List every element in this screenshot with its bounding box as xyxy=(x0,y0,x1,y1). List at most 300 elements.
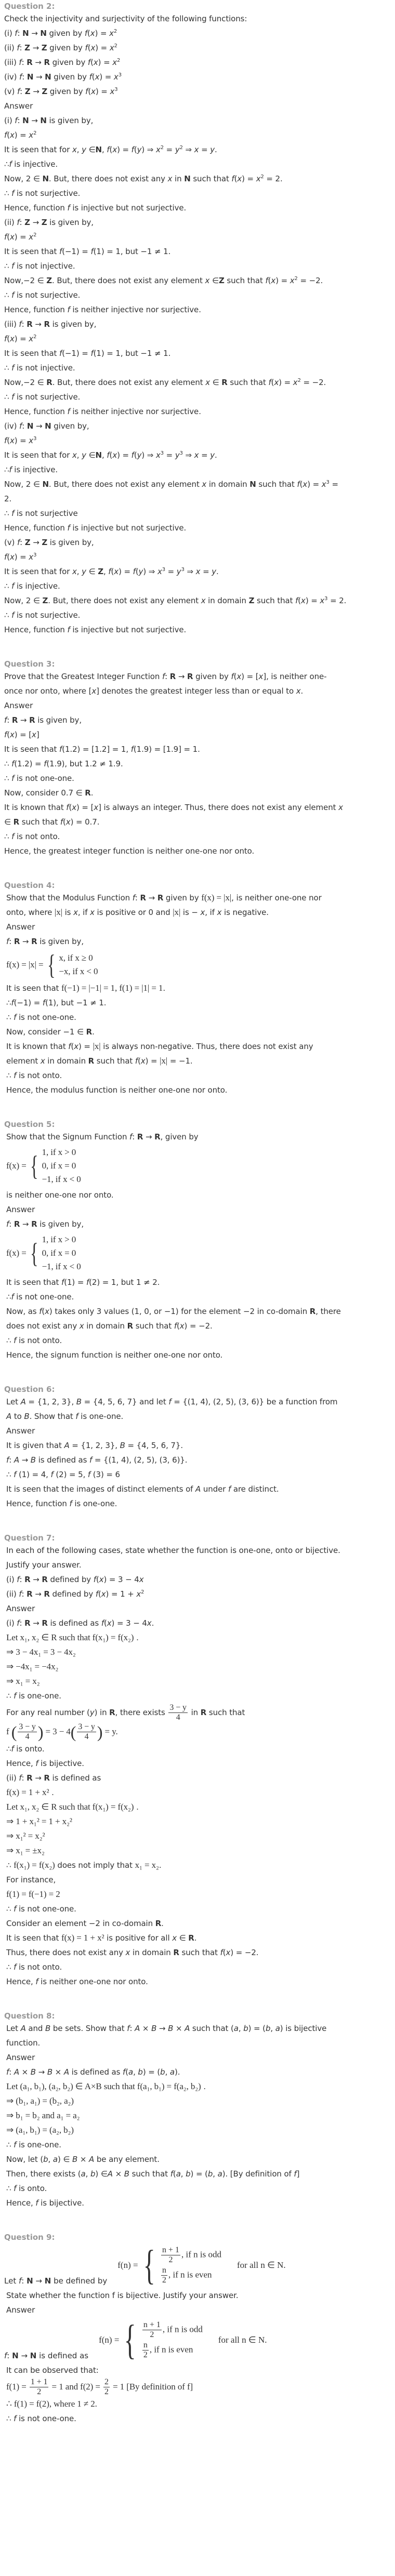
question-text-line: Show that the Modulus Function f: R → R given by f(x) = |x|, is neither one-one nor xyxy=(6,893,322,902)
fraction-denominator: 2 xyxy=(143,2351,148,2359)
paren-left: ( xyxy=(70,1722,76,1742)
math-expression: |x| xyxy=(173,907,181,917)
italic-variable: f xyxy=(4,552,7,562)
italic-variable: f xyxy=(174,1321,177,1331)
math-expression: ⇒ −4x₁ = −4x₂ xyxy=(6,1662,59,1671)
italic-variable: x xyxy=(157,567,162,576)
italic-variable: x xyxy=(9,130,15,140)
answer-text-line: Now, consider −1 ∈ R. xyxy=(6,1027,95,1037)
italic-variable: f xyxy=(61,1278,64,1287)
answer-text-line xyxy=(4,1645,391,1659)
superscript: 2 xyxy=(33,334,37,340)
italic-variable: A xyxy=(63,2067,69,2077)
italic-variable: f xyxy=(135,1056,138,1066)
piecewise-function xyxy=(6,951,98,979)
piecewise-case: $\frac{n + 1}{2}$ , if n is odd xyxy=(143,2320,203,2339)
question-text-line: function. xyxy=(6,2038,41,2048)
answer-text-line: It is seen that f(x) = 1 + x² is positive for all x ∈ R. xyxy=(6,1933,197,1943)
italic-variable: x xyxy=(95,72,100,82)
italic-variable: f xyxy=(66,803,69,812)
question-text-line: Let A and B be sets. Show that f: A × B → B × A such that (a, b) = (b, a) is bijective xyxy=(6,2024,327,2033)
italic-variable: a xyxy=(169,2067,175,2077)
italic-variable: x xyxy=(65,817,71,827)
italic-variable: f xyxy=(127,2024,130,2033)
italic-variable: y xyxy=(175,145,180,154)
answer-text-line: (iv) f: N → N given by, xyxy=(4,421,89,431)
question-block-q9 xyxy=(4,2231,391,2426)
italic-variable: B xyxy=(151,2024,157,2033)
piecewise-lhs: f(n) = xyxy=(117,2260,138,2270)
italic-variable: x xyxy=(321,480,326,489)
answer-text-line: Now,−2 ∈ R. But, there does not exist any element x ∈ R such that $f(x) = x^2 = -2$. xyxy=(4,378,326,387)
italic-variable: a xyxy=(233,2024,239,2033)
italic-variable: x xyxy=(112,58,117,67)
answer-text-line: f: A → B is defined as f = {(1, 4), (2, 5), (3, 6)}. xyxy=(6,1455,188,1465)
fraction-denominator: 4 xyxy=(84,1732,89,1741)
fraction-denominator: 2 xyxy=(104,2387,109,2396)
italic-variable: f xyxy=(14,1904,17,1914)
answer-text-line: $f(x) = x^2$ xyxy=(4,232,37,242)
superscript: 2 xyxy=(33,130,37,136)
italic-variable: x xyxy=(226,1948,231,1957)
italic-variable: f xyxy=(84,29,88,38)
superscript: 2 xyxy=(113,29,117,34)
question-title: Question 9: xyxy=(4,2233,55,2242)
italic-variable: f xyxy=(14,2184,17,2193)
fraction-denominator: 2 xyxy=(37,2387,42,2396)
answer-text-line: Now, 2 ∈ N. But, there does not exist any x in N such that $f(x) = x^2 = 2$. xyxy=(4,174,283,183)
question-block-q3 xyxy=(4,658,391,858)
italic-variable: x xyxy=(155,145,161,154)
answer-text-line: $f(x) = x^2$ xyxy=(4,334,37,343)
italic-variable: f xyxy=(11,610,15,620)
question-block-q6 xyxy=(4,1383,391,1511)
italic-variable: f xyxy=(67,203,70,213)
italic-variable: f xyxy=(108,567,111,576)
italic-variable: x xyxy=(94,803,99,812)
italic-variable: f xyxy=(67,523,70,533)
italic-variable: x xyxy=(202,480,207,489)
bold-symbol: R xyxy=(127,1321,134,1331)
italic-variable: f xyxy=(17,43,20,52)
italic-variable: f xyxy=(85,87,88,96)
piecewise-case: 0, if x = 0 xyxy=(42,1161,76,1171)
answer-text-line: ∴ f is not onto. xyxy=(6,1962,62,1972)
bold-symbol: N xyxy=(12,2351,19,2360)
answer-text-line: Then, there exists (a, b) ∈A × B such that f(a, b) = (b, a). [By definition of f] xyxy=(6,2169,300,2179)
bold-symbol: Z xyxy=(42,596,48,605)
italic-variable: f xyxy=(130,745,134,754)
piecewise-case: −x, if x < 0 xyxy=(59,966,98,976)
answer-text-line xyxy=(4,2123,391,2137)
italic-variable: f xyxy=(231,672,234,681)
bold-symbol: R xyxy=(13,817,20,827)
math-expression: ∴ f(1) = f(2), where 1 ≠ 2. xyxy=(6,2399,97,2409)
answer-text-line: It can be observed that: xyxy=(6,2366,99,2375)
italic-variable: y xyxy=(176,567,181,576)
question-text-line: Check the injectivity and surjectivity of the following functions: xyxy=(4,14,247,23)
answer-text-line: For instance, xyxy=(6,1875,56,1884)
italic-variable: B xyxy=(124,2169,129,2179)
italic-variable: f xyxy=(268,378,271,387)
italic-variable: f xyxy=(6,1219,9,1229)
bold-symbol: N xyxy=(42,174,49,183)
bold-symbol: R xyxy=(27,1589,33,1599)
italic-variable: y xyxy=(137,450,142,460)
superscript: 3 xyxy=(33,552,37,558)
italic-variable: f xyxy=(4,2351,7,2360)
italic-variable: A xyxy=(107,2169,113,2179)
italic-variable: a xyxy=(275,2024,280,2033)
italic-variable: f xyxy=(11,509,15,518)
math-expression: Let x₁, x₂ ∈ R such that f(x₁) = f(x₂) xyxy=(6,1632,134,1642)
piecewise-cases xyxy=(59,952,98,978)
italic-variable: f xyxy=(86,1278,89,1287)
italic-variable: f xyxy=(59,349,62,358)
italic-variable: x xyxy=(167,174,173,183)
answer-text-line: (ii) f: Z → Z is given by, xyxy=(4,218,94,227)
italic-variable: x xyxy=(32,730,36,739)
fraction-numerator: 1 + 1 xyxy=(30,2378,48,2386)
italic-variable: f xyxy=(17,538,20,547)
superscript: 2 xyxy=(141,1589,144,1595)
answer-text-line xyxy=(4,2397,391,2411)
italic-variable: x xyxy=(29,334,34,343)
answer-text-line: It is seen that f(−1) = f(1) = 1, but −1 ≠ 1. xyxy=(4,247,171,256)
italic-variable: x xyxy=(338,803,343,812)
bold-symbol: R xyxy=(140,893,146,902)
fraction-numerator: n + 1 xyxy=(162,2246,180,2254)
answer-text-line: ∴ f is not surjective. xyxy=(4,189,81,198)
fraction-denominator: 2 xyxy=(162,2276,166,2285)
italic-variable: y xyxy=(210,450,215,460)
answer-text-line: ∴ f is not injective. xyxy=(4,261,75,271)
bold-symbol: N xyxy=(184,174,191,183)
italic-variable: f xyxy=(14,2414,17,2423)
answer-text-line: f: A × B → B × A is defined as f(a, b) = (b, a). xyxy=(6,2067,180,2077)
piecewise-lhs: f(x) = xyxy=(6,1248,27,1258)
italic-variable: x xyxy=(256,174,261,183)
bold-symbol: Z xyxy=(42,538,48,547)
italic-variable: f xyxy=(133,567,136,576)
definition-label: f: N → N is defined as xyxy=(4,2351,89,2360)
answer-text-line: ∴f is injective. xyxy=(4,465,58,474)
piecewise-function xyxy=(6,1233,81,1273)
answer-text-line: (ii) f: R → R is defined as xyxy=(6,1773,101,1783)
piecewise-lhs: f(x) = xyxy=(6,1161,27,1171)
fraction xyxy=(161,2266,167,2285)
question-title: Question 6: xyxy=(4,1385,55,1394)
answer-text-line: ∴ f(x₁) = f(x₂) does not imply that x₁ = x₂. xyxy=(6,1860,162,1870)
piecewise-case: $\frac{n}{2}$ , if n is even xyxy=(162,2266,212,2285)
italic-variable: f xyxy=(11,261,15,271)
piecewise-cases xyxy=(42,1146,81,1186)
bold-symbol: R xyxy=(221,378,228,387)
answer-text-line xyxy=(4,1843,391,1858)
italic-variable: x xyxy=(194,145,199,154)
superscript: 3 xyxy=(118,72,122,78)
paren-left: ( xyxy=(11,1722,17,1742)
italic-variable: f xyxy=(93,1575,96,1584)
math-expression: = y. xyxy=(102,1727,118,1736)
italic-variable: f xyxy=(11,998,14,1007)
italic-variable: x xyxy=(9,552,15,562)
italic-variable: x xyxy=(301,596,306,605)
bold-symbol: R xyxy=(27,1773,33,1783)
italic-variable: f xyxy=(11,189,15,198)
italic-variable: f xyxy=(4,436,7,445)
answer-text-line: It is seen that for x, y ∈N, f(x) = f(y) ⇒ $x^2 = y^2$ ⇒ x = y. xyxy=(4,145,217,154)
answer-text-line xyxy=(4,1814,391,1829)
fraction xyxy=(168,1703,188,1722)
answer-text-line: 2. xyxy=(4,494,12,503)
bold-symbol: R xyxy=(42,1618,48,1628)
math-expression: ⇒ (b₁, a₁) = (b₂, a₂) xyxy=(6,2096,74,2106)
piecewise-cases xyxy=(160,2246,221,2285)
answer-text-line: Hence, function f is injective but not surjective. xyxy=(4,625,187,634)
fraction xyxy=(142,2320,162,2340)
answer-text-line: It is known that f(x) = [x] is always an integer. Thus, there does not exist any element x xyxy=(4,803,343,812)
question-title: Question 4: xyxy=(4,881,55,890)
domain-note: for all n ∈ N. xyxy=(218,2335,267,2345)
italic-variable: f xyxy=(4,730,7,739)
bold-symbol: Z xyxy=(24,218,30,227)
question-title: Question 3: xyxy=(4,659,55,669)
italic-variable: x xyxy=(110,87,115,96)
answer-text-line xyxy=(4,1231,391,1275)
answer-text-line: ∴ f(1.2) = f(1.9), but 1.2 ≠ 1.9. xyxy=(4,759,123,768)
italic-variable: x xyxy=(99,1575,104,1584)
italic-variable: B xyxy=(168,2024,174,2033)
bold-symbol: R xyxy=(29,715,35,725)
piecewise-function xyxy=(6,1146,81,1186)
italic-variable: f xyxy=(11,832,15,841)
answer-text-line: ∴ f is not surjective. xyxy=(4,290,81,300)
italic-variable: x xyxy=(109,43,114,52)
italic-variable: f xyxy=(11,1744,14,1754)
italic-variable: f xyxy=(67,305,70,314)
italic-variable: x xyxy=(136,1589,141,1599)
answer-text-line: Hence, f is neither one-one nor onto. xyxy=(6,1977,148,1986)
italic-variable: x xyxy=(125,1948,130,1957)
fraction-numerator: n xyxy=(143,2341,148,2349)
answer-text-line: ∈ R such that f(x) = 0.7. xyxy=(4,817,100,827)
question-text-line: (iv) f: N → N given by $f(x) = x^3$ xyxy=(4,72,122,82)
answer-text-line: (i) f: R → R is defined as f(x) = 3 − 4x. xyxy=(6,1618,154,1628)
definition-label: Let f: N → N be defined by xyxy=(4,2276,108,2286)
italic-variable: f xyxy=(42,998,46,1007)
italic-variable: x xyxy=(293,378,298,387)
answer-text-line xyxy=(4,2094,391,2108)
fraction-numerator: 3 − y xyxy=(78,1722,95,1731)
answer-text-line: does not exist any x in domain R such that f(x) = −2. xyxy=(6,1321,213,1331)
math-expression: = 3 − 4 xyxy=(43,1727,71,1736)
italic-variable: x xyxy=(72,145,77,154)
italic-variable: x xyxy=(91,686,97,696)
answer-label: Answer xyxy=(6,2053,35,2062)
italic-variable: y xyxy=(82,567,86,576)
italic-variable: y xyxy=(210,145,215,154)
italic-variable: f xyxy=(11,363,15,373)
italic-variable: x xyxy=(140,1056,146,1066)
answer-text-line: $f(x) = x^3$ xyxy=(4,552,37,562)
superscript: 2 xyxy=(260,174,264,180)
italic-variable: f xyxy=(4,130,7,140)
italic-variable: f xyxy=(67,407,70,416)
italic-variable: x xyxy=(93,58,98,67)
answer-text-line: It is seen that f(1) = f(2) = 1, but 1 ≠ 2. xyxy=(6,1278,160,1287)
superscript: 3 xyxy=(181,567,185,573)
superscript: 2 xyxy=(294,276,298,282)
italic-variable: y xyxy=(82,450,86,460)
italic-variable: f xyxy=(9,465,12,474)
question-title: Question 2: xyxy=(4,2,55,11)
bold-symbol: R xyxy=(27,320,33,329)
italic-variable: x xyxy=(112,145,117,154)
answer-text-line: Hence, function f is neither injective nor surjective. xyxy=(4,407,201,416)
italic-variable: x xyxy=(289,276,295,285)
italic-variable: f xyxy=(89,1455,93,1465)
italic-variable: A xyxy=(6,1412,12,1421)
bold-symbol: R xyxy=(154,1132,161,1141)
answer-text-line: ∴ f is not onto. xyxy=(6,1336,62,1345)
italic-variable: f xyxy=(129,1132,133,1141)
answer-text-line: ∴ f is not surjective. xyxy=(4,392,81,402)
question-text-line: A to B. Show that f is one-one. xyxy=(6,1412,124,1421)
bold-symbol: Z xyxy=(42,87,48,96)
italic-variable: x xyxy=(109,29,114,38)
italic-variable: B xyxy=(76,1397,82,1406)
italic-variable: x xyxy=(72,450,77,460)
italic-variable: x xyxy=(40,1056,45,1066)
italic-variable: f xyxy=(14,2140,17,2149)
domain-note: for all n ∈ N. xyxy=(237,2260,286,2270)
superscript: 2 xyxy=(117,58,121,63)
answer-text-line: Let x₁, x₂ ∈ R such that f(x₁) = f(x₂) . xyxy=(6,1802,139,1812)
answer-label: Answer xyxy=(6,1426,35,1436)
italic-variable: f xyxy=(4,334,7,343)
italic-variable: x xyxy=(74,1042,79,1051)
italic-variable: y xyxy=(137,145,142,154)
italic-variable: f xyxy=(14,1691,17,1701)
italic-variable: A xyxy=(89,2155,95,2164)
answer-text-line: Hence, the greatest integer function is neither one-one nor onto. xyxy=(4,846,255,856)
italic-variable: f xyxy=(17,87,20,96)
italic-variable: x xyxy=(29,130,34,140)
answer-text-line: It is seen that f(−1) = |−1| = 1, f(1) = |1| = 1. xyxy=(6,983,166,993)
italic-variable: f xyxy=(9,160,12,169)
italic-variable: y xyxy=(138,567,143,576)
math-expression: ⇒ (a₁, b₁) = (a₂, b₂) xyxy=(6,2125,74,2135)
curly-brace: { xyxy=(143,2242,155,2288)
math-expression: = 1 [By definition of f] xyxy=(110,2382,193,2392)
italic-variable: f xyxy=(14,1470,17,1479)
italic-variable: b xyxy=(186,2169,191,2179)
superscript: 3 xyxy=(324,596,328,602)
answer-text-line: (i) f: N → N is given by, xyxy=(4,116,94,125)
superscript: 3 xyxy=(160,450,164,456)
italic-variable: f xyxy=(39,1307,42,1316)
fraction xyxy=(142,2341,149,2360)
italic-variable: f xyxy=(87,58,91,67)
italic-variable: A xyxy=(185,2024,190,2033)
piecewise-lhs: f(n) = xyxy=(99,2335,120,2345)
italic-variable: f xyxy=(107,450,110,460)
italic-variable: f xyxy=(19,421,22,431)
answer-text-line: f: R → R is given by, xyxy=(6,1219,84,1229)
italic-variable: A xyxy=(20,1397,26,1406)
bold-symbol: R xyxy=(31,1219,37,1229)
italic-variable: f xyxy=(59,745,62,754)
math-expression: ⇒ 1 + x₁² = 1 + x₂² xyxy=(6,1816,72,1826)
italic-variable: b xyxy=(243,2024,248,2033)
italic-variable: f xyxy=(4,232,7,242)
bold-symbol: N xyxy=(44,2276,51,2286)
italic-variable: x xyxy=(271,276,276,285)
italic-variable: x xyxy=(237,174,242,183)
italic-variable: f xyxy=(35,2198,38,2208)
piecewise-cases xyxy=(141,2320,203,2360)
piecewise-function xyxy=(117,2242,286,2288)
bold-symbol: N xyxy=(27,421,34,431)
bold-symbol: R xyxy=(137,1132,143,1141)
bold-symbol: Z xyxy=(24,87,31,96)
italic-variable: x xyxy=(200,908,205,917)
italic-variable: y xyxy=(82,145,86,154)
bold-symbol: N xyxy=(40,116,47,125)
fraction-numerator: n + 1 xyxy=(143,2320,161,2329)
italic-variable: f xyxy=(11,774,15,783)
italic-variable: x xyxy=(91,87,96,96)
italic-variable: f xyxy=(95,1589,98,1599)
question-text-line: (ii) f: Z → Z given by $f(x) = x^2$ xyxy=(4,43,117,52)
fraction-numerator: 3 − y xyxy=(169,1703,187,1712)
bold-symbol: N xyxy=(95,450,102,460)
answer-text-line: f: R → R is given by, xyxy=(4,715,82,725)
italic-variable: x xyxy=(9,436,15,445)
italic-variable: f xyxy=(19,58,22,67)
italic-variable: f xyxy=(295,596,298,605)
curly-brace: { xyxy=(30,1150,38,1181)
answer-text-line: $f(x) = x^3$ xyxy=(4,436,37,445)
italic-variable: x xyxy=(73,908,78,917)
italic-variable: f xyxy=(101,1618,104,1628)
answer-text-line xyxy=(4,1829,391,1843)
answer-text-line: ∴f is onto. xyxy=(6,1744,45,1754)
bold-symbol: N xyxy=(45,421,51,431)
question-block-q7 xyxy=(4,1532,391,1989)
superscript: 2 xyxy=(297,378,301,383)
answer-text-line: It is seen that the images of distinct elements of A under f are distinct. xyxy=(6,1484,279,1494)
bold-symbol: N xyxy=(42,480,49,489)
piecewise-cases xyxy=(42,1233,81,1273)
answer-text-line: Now, 2 ∈ Z. But, there does not exist any element x in domain Z such that $f(x) = x^3 = 2$. xyxy=(4,596,347,605)
answer-text-line: ∴ f is not one-one. xyxy=(6,2414,76,2423)
italic-variable: f xyxy=(67,625,70,634)
answer-text-line: For any real number (y) in R, there exists $\frac{3 - y}{4}$ in R such that xyxy=(6,1703,245,1722)
fraction xyxy=(77,1722,96,1742)
bold-symbol: Z xyxy=(24,538,31,547)
answer-text-line: f(x) = 1 + x² . xyxy=(6,1787,54,1797)
question-text-line: (i) f: R → R defined by f(x) = 3 − 4x xyxy=(6,1575,144,1584)
italic-variable: f xyxy=(85,43,88,52)
answer-label: Answer xyxy=(4,701,33,710)
italic-variable: y xyxy=(212,567,217,576)
italic-variable: x xyxy=(29,232,34,242)
math-expression: f(x) = 1 + x² xyxy=(61,1933,104,1943)
answer-text-line: Hence, the modulus function is neither one-one nor onto. xyxy=(6,1085,228,1095)
italic-variable: f xyxy=(220,1948,223,1957)
